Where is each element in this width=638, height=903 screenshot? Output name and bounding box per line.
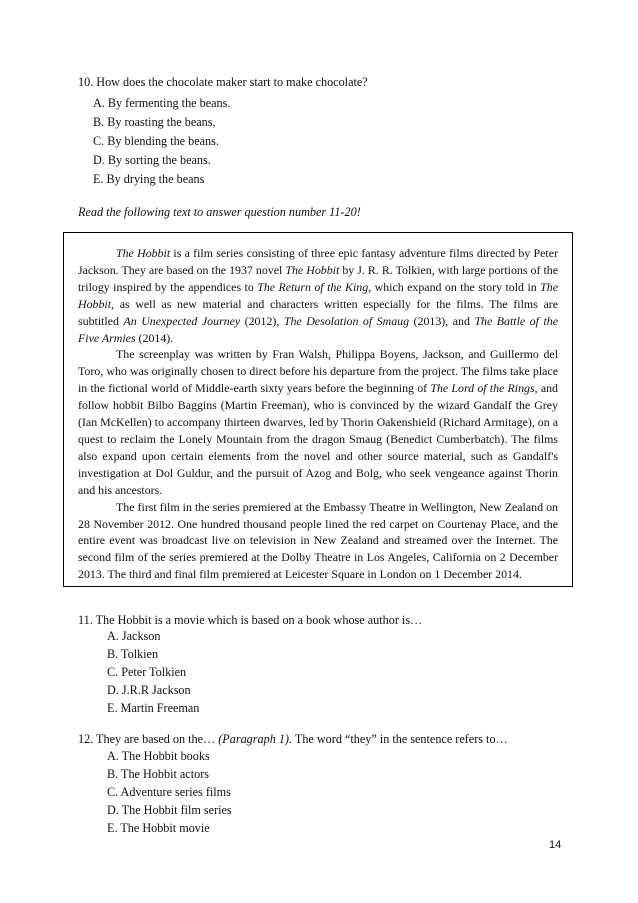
q11-option-d: D. J.R.R Jackson	[107, 683, 191, 697]
passage-paragraph-2: The screenplay was written by Fran Walsh, Philippa Boyens, Jackson, and Guillermo del Toro, who was originally chosen to direct before his departure from the project. The films take place in the fictional world of Middle-earth sixty years before the beginning of The Lord of the Rings, and follow hobbit Bilbo Baggins (Martin Freeman), who is convinced by the wizard Gandalf the Grey (Ian McKellen) to accompany thirteen dwarves, led by Thorin Oakenshield (Richard Armitage), on a quest to reclaim the Lonely Mountain from the dragon Smaug (Benedict Cumberbatch). The films also expand upon certain elements from the novel and other source material, such as Gandalf's investigation at Dol Guldur, and the pursuit of Azog and Bolg, who seek vengeance against Thorin and his ancestors.	[78, 347, 559, 497]
q12-option-e: E. The Hobbit movie	[107, 821, 210, 835]
q10-option-a: A. By fermenting the beans.	[93, 96, 231, 110]
q10-option-c: C. By blending the beans.	[93, 134, 219, 148]
question-12: 12. They are based on the… (Paragraph 1). The word “they” in the sentence refers to…	[78, 732, 508, 746]
q12-option-b: B. The Hobbit actors	[107, 767, 209, 781]
q10-option-d: D. By sorting the beans.	[93, 153, 211, 167]
question-11: 11. The Hobbit is a movie which is based on a book whose author is…	[78, 613, 423, 627]
paragraph-reference: (Paragraph 1).	[218, 732, 293, 746]
q12-option-c: C. Adventure series films	[107, 785, 231, 799]
q10-option-b: B. By roasting the beans,	[93, 115, 216, 129]
q12-option-a: A. The Hobbit books	[107, 749, 210, 763]
passage-box	[63, 232, 573, 587]
q11-option-a: A. Jackson	[107, 629, 161, 643]
q12-option-d: D. The Hobbit film series	[107, 803, 232, 817]
q11-option-e: E. Martin Freeman	[107, 701, 200, 715]
q11-option-c: C. Peter Tolkien	[107, 665, 187, 679]
passage-paragraph-3: The first film in the series premiered at the Embassy Theatre in Wellington, New Zealand on 28 November 2012. One hundred thousand people lined the red carpet on Courtenay Place, and the entire event was broadcast live on television in New Zealand and streamed over the Internet. The second film of the series premiered at the Dolby Theatre in Los Angeles, California on 2 December 2013. The third and final film premiered at Leicester Square in London on 1 December 2014.	[78, 499, 559, 582]
q10-option-e: E. By drying the beans	[93, 172, 205, 186]
passage-paragraph-1: The Hobbit is a film series consisting of three epic fantasy adventure films directed by Peter Jackson. They are based on the 1937 novel The Hobbit by J. R. R. Tolkien, with large portions of the trilogy inspired by the appendices to The Return of the King, which expand on the story told in The Hobbit, as well as new material and characters written especially for the films. The films are subtitled An Unexpected Journey (2012), The Desolation of Smaug (2013), and The Battle of the Five Armies (2014).	[78, 246, 558, 345]
page-number: 14	[549, 839, 562, 851]
question-10: 10. How does the chocolate maker start to make chocolate?	[78, 75, 368, 89]
reading-instruction: Read the following text to answer question number 11-20!	[78, 205, 361, 219]
q11-option-b: B. Tolkien	[107, 647, 159, 661]
passage-text	[78, 245, 558, 583]
